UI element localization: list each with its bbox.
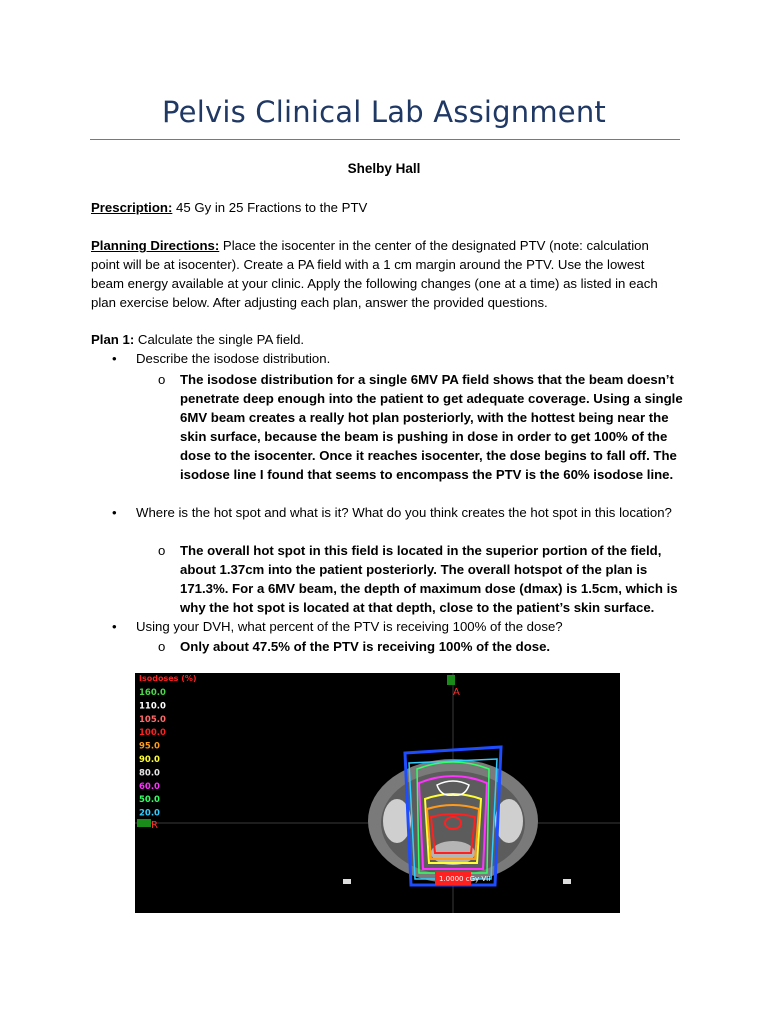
- plan1-label: Plan 1:: [91, 332, 135, 347]
- legend-entry: 90.0: [139, 755, 160, 765]
- bullet-icon: •: [112, 619, 117, 634]
- legend-entry: 20.0: [139, 808, 160, 819]
- isodose-plot: [135, 673, 620, 913]
- dose-label: 1.0000 cGy VII: [439, 875, 491, 883]
- prescription-paragraph: [91, 198, 681, 217]
- legend-entry: 80.0: [139, 768, 160, 779]
- anterior-marker-box: [447, 675, 455, 685]
- legend-entry: 160.0: [139, 688, 166, 698]
- plan1-heading: [91, 330, 681, 349]
- answer-2-text: The overall hot spot in this field is located in the superior portion of the field, about 1.37cm into the patient posteriorly. The overall hotspot of the plan is 171.3%. For a 6MV beam, the depth of maximum dose (dmax) is 1.5cm, which is why the hot spot is located at that depth, close to the patient’s skin surface.: [180, 543, 678, 615]
- plan1-text: Calculate the single PA field.: [134, 332, 305, 347]
- legend-entry: 95.0: [139, 741, 160, 752]
- prescription-text: 45 Gy in 25 Fractions to the PTV: [172, 200, 368, 215]
- planning-directions-label: Planning Directions:: [91, 238, 220, 253]
- planning-directions-text: Place the isocenter in the center of the designated PTV (note: calculation point will be at isocenter). Create a PA field with a 1 cm margin around the PTV. Use the lowest beam energy available at your clinic. Apply the following changes (one at a time) as listed in each plan exercise below. After adjusting each plan, answer the provided questions.: [91, 238, 658, 310]
- isodose-ct-image: [135, 673, 620, 913]
- planning-directions-paragraph: [91, 236, 681, 312]
- question-3-text: Using your DVH, what percent of the PTV is receiving 100% of the dose?: [136, 619, 563, 634]
- author-name: Shelby Hall: [347, 161, 421, 176]
- answer-3-text: Only about 47.5% of the PTV is receiving 100% of the dose.: [180, 639, 551, 654]
- right-marker-box: [137, 819, 151, 827]
- circle-bullet-icon: o: [158, 372, 166, 387]
- answer-1-text: The isodose distribution for a single 6MV PA field shows that the beam doesn’t penetrate deep enough into the patient to get adequate coverage. Using a single 6MV beam creates a really hot plan posteriorly, with the hottest being near the skin surface, because the beam is pushing in dose in order to get 100% of the dose to the isocenter. Once it reaches isocenter, the dose begins to fall off. The isodose line I found that seems to encompass the PTV is the 60% isodose line.: [180, 372, 683, 482]
- legend-entry: 100.0: [139, 728, 166, 739]
- title-underline: [90, 139, 680, 140]
- table-marker-left: [343, 879, 351, 884]
- legend-entry: 110.0: [139, 701, 166, 712]
- legend-entry: 105.0: [139, 714, 166, 725]
- legend-entry: 60.0: [139, 781, 160, 792]
- circle-bullet-icon: o: [158, 639, 166, 654]
- prescription-label: Prescription:: [91, 200, 173, 215]
- legend-entry: 50.0: [139, 795, 160, 806]
- legend-title: Isodoses (%): [139, 674, 197, 683]
- right-marker: R: [151, 820, 158, 831]
- circle-bullet-icon: o: [158, 543, 166, 558]
- question-2-text: Where is the hot spot and what is it? What do you think creates the hot spot in this location?: [136, 505, 672, 520]
- table-marker-right: [563, 879, 571, 884]
- document-title: Pelvis Clinical Lab Assignment: [162, 95, 606, 129]
- question-1-text: Describe the isodose distribution.: [136, 351, 331, 366]
- anterior-marker: A: [453, 687, 460, 698]
- bullet-icon: •: [112, 505, 117, 520]
- bullet-icon: •: [112, 351, 117, 366]
